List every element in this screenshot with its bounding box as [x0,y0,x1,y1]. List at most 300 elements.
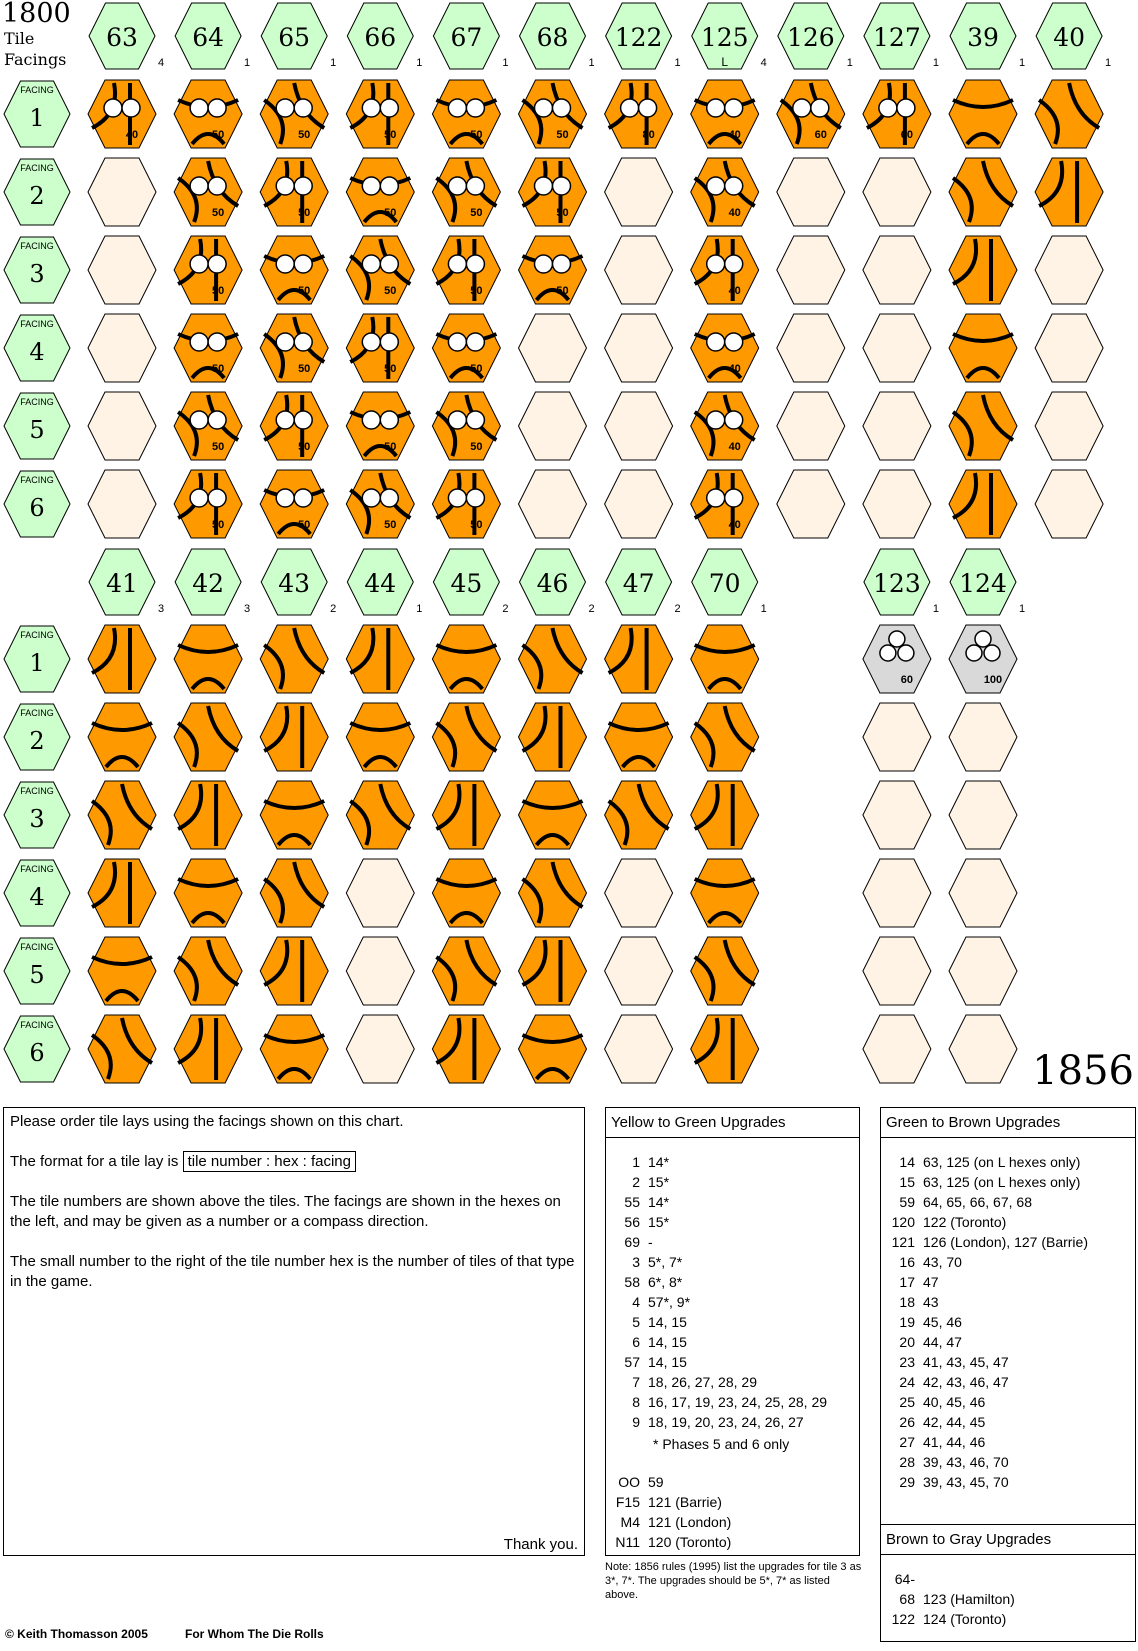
city-circle [725,411,743,429]
facing-word: FACING [20,1020,54,1030]
tile-facing-cell [260,1015,328,1083]
facing-label-3 [4,782,70,848]
city-circle [276,99,294,117]
tile-facing-cell [949,859,1017,927]
upgrade-to: 14, 15 [648,1314,687,1330]
facing-word: FACING [20,630,54,640]
revenue-value: 80 [642,129,655,141]
city-circle [380,489,398,507]
revenue-value: 50 [384,363,397,375]
tile-facing-cell [777,470,845,538]
tile-facing-cell [605,859,673,927]
revenue-value: 50 [298,207,311,219]
tile-hex [691,80,759,148]
upgrade-row [606,1152,859,1172]
green-brown-title: Green to Brown Upgrades [881,1108,1135,1138]
upgrade-to: 16, 17, 19, 23, 24, 25, 28, 29 [648,1394,828,1410]
upgrade-row [606,1212,859,1232]
tile-facing-cell [949,236,1017,304]
facing-label-5 [4,938,70,1004]
tile-number: 122 [614,23,663,52]
tile-facing-cell [174,236,242,304]
instruction-order: Please order tile lays using the facings shown on this chart. [10,1113,404,1130]
tile-count: 2 [502,603,509,615]
upgrade-from: 59 [899,1194,915,1210]
revenue-value: 40 [728,129,741,141]
tile-facing-cell [88,392,156,460]
revenue-value: 100 [983,674,1003,686]
tile-hex [346,314,414,382]
city-circle [725,333,743,351]
tile-facing-cell [691,1015,759,1083]
upgrade-to: 124 (Toronto) [923,1611,1007,1627]
city-circle [811,99,829,117]
city-circle [707,177,725,195]
city-circle [535,99,553,117]
tile-number: 126 [786,23,835,52]
tile-header-42 [175,549,250,615]
phase-note: * Phases 5 and 6 only [653,1436,790,1452]
tile-facing-cell [519,314,587,382]
upgrade-from: OO [618,1474,640,1490]
tile-header-64 [175,3,250,69]
revenue-value: 50 [470,207,483,219]
tile-facing-cell [605,937,673,1005]
tile-number: 47 [622,569,655,598]
revenue-value: 50 [556,285,569,297]
tile-number: 63 [106,23,138,52]
tile-hex [863,470,931,538]
upgrade-to: 18, 26, 27, 28, 29 [648,1374,757,1390]
city-circle [294,99,312,117]
city-circle [466,333,484,351]
tile-facing-cell [949,158,1017,226]
tile-hex [260,1015,328,1083]
tile-facing-cell [691,470,759,538]
tile-facing-cell [605,80,673,148]
tile-facing-cell [519,859,587,927]
tile-facing-cell [863,470,931,538]
tile-facing-cell [260,781,328,849]
tile-hex [260,236,328,304]
upgrade-row [881,1272,1135,1292]
upgrade-to: 63, 125 (on L hexes only) [923,1174,1081,1190]
city-circle [707,333,725,351]
tile-header-65 [261,3,336,69]
facing-word: FACING [20,163,54,173]
upgrade-to: 18, 19, 20, 23, 24, 26, 27 [648,1414,804,1430]
facing-number: 2 [29,727,45,755]
upgrade-row [606,1172,859,1192]
tile-facing-cell [949,703,1017,771]
city-circle [466,489,484,507]
city-circle [276,255,294,273]
tile-hex [863,236,931,304]
tile-facing-cell [174,470,242,538]
tile-facing-cell [432,314,500,382]
tile-facing-cell [88,703,156,771]
tile-facing-cell [432,937,500,1005]
tile-hex [949,781,1017,849]
upgrade-note: Note: 1856 rules (1995) list the upgrades for tile 3 as 3*, 7*. The upgrades should be 5*, 7* as listed above. [605,1561,862,1601]
tile-facing-cell [346,470,414,538]
tile-hex [346,158,414,226]
tile-count: 1 [1018,603,1026,615]
revenue-value: 60 [900,129,914,141]
upgrade-to: 41, 43, 45, 47 [923,1354,1009,1370]
tile-number: 127 [873,23,921,52]
tile-facing-cell [605,158,673,226]
city-circle [535,177,553,195]
city-circle [725,99,743,117]
tile-header-68 [520,3,595,69]
upgrade-from: 8 [632,1394,640,1410]
revenue-value: 50 [298,285,311,297]
tile-facing-cell [691,625,759,693]
tile-header-40 [1036,3,1111,69]
tile-hex [691,1015,759,1083]
revenue-value: 50 [470,363,483,375]
tile-facing-cell [346,80,414,148]
upgrade-row [881,1172,1135,1192]
tile-hex [605,158,673,226]
tile-header-66 [347,3,422,69]
facing-label-6 [4,1016,70,1082]
tile-facing-cell [346,625,414,693]
city-circle [362,411,380,429]
upgrade-from: 20 [899,1334,915,1350]
tile-hex [260,703,328,771]
city-circle [380,255,398,273]
upgrade-from: 120 [891,1214,915,1230]
tile-hex [432,1015,500,1083]
city-circle [889,631,905,647]
tile-hex [519,470,587,538]
tile-facing-cell [174,158,242,226]
instruction-format: The format for a tile lay is tile number : hex : facing [10,1152,578,1172]
tile-facing-cell [432,236,500,304]
city-circle [975,631,991,647]
tile-facing-cell [605,781,673,849]
tile-hex [777,470,845,538]
tile-facing-cell [863,625,931,693]
tile-hex [863,158,931,226]
revenue-value: 40 [728,441,741,453]
facing-word: FACING [20,85,54,95]
revenue-value: 50 [298,519,311,531]
tile-facing-cell [1035,158,1103,226]
upgrade-row [606,1312,859,1332]
tile-hex [863,703,931,771]
tile-facing-cell [260,236,328,304]
upgrade-from: 5 [632,1314,640,1330]
tile-facing-cell [346,392,414,460]
tile-hex [863,937,931,1005]
tile-number: 65 [278,23,311,52]
tile-facing-cell [519,236,587,304]
tile-hex [519,781,587,849]
tile-facing-cell [605,236,673,304]
tile-facing-cell [777,158,845,226]
tile-number: 41 [106,569,138,598]
tile-facing-cell [777,392,845,460]
upgrade-to: 63, 125 (on L hexes only) [923,1154,1081,1170]
tile-facing-cell [174,392,242,460]
facing-word: FACING [20,241,54,251]
upgrade-from: 6 [632,1334,640,1350]
tile-header-70 [692,549,767,615]
upgrade-to: 40, 45, 46 [923,1394,986,1410]
tile-facing-cell [260,314,328,382]
revenue-value: 60 [814,129,827,141]
tile-hex [346,703,414,771]
tile-hex [863,392,931,460]
green-brown-table [880,1107,1136,1525]
upgrade-to: 126 (London), 127 (Barrie) [923,1234,1088,1250]
city-circle [276,333,294,351]
tile-number: 43 [278,569,311,598]
instruction-count: The small number to the right of the tile number hex is the number of tiles of that type in the game. [10,1253,575,1290]
tile-facing-cell [863,781,931,849]
upgrade-row [881,1292,1135,1312]
facing-number: 1 [29,649,45,677]
city-circle [380,333,398,351]
tile-hex [432,859,500,927]
tile-facing-cell [519,703,587,771]
upgrade-row [606,1392,859,1412]
city-circle [448,411,466,429]
upgrade-to: 59 [648,1474,664,1490]
tile-hex [519,703,587,771]
city-circle [190,333,208,351]
tile-hex [88,158,156,226]
upgrade-row [606,1412,859,1432]
upgrade-to: - [648,1234,653,1250]
tile-hex [519,1015,587,1083]
city-circle [466,99,484,117]
upgrade-to: 43, 70 [923,1254,962,1270]
tile-hex [605,859,673,927]
tile-count: 1 [760,603,767,615]
upgrade-to: 14, 15 [648,1354,687,1370]
tile-facing-cell [260,158,328,226]
tile-facing-cell [432,781,500,849]
facing-number: 2 [29,182,45,210]
upgrade-to: 14* [648,1194,670,1210]
revenue-value: 50 [211,441,225,453]
tile-facing-cell [260,80,328,148]
upgrade-row [881,1152,1135,1172]
tile-hex [863,781,931,849]
tile-hex [863,314,931,382]
upgrade-to: 123 (Hamilton) [923,1591,1015,1607]
city-circle [362,333,380,351]
city-circle [793,99,811,117]
city-circle [294,489,312,507]
city-circle [380,99,398,117]
tile-facing-cell [88,80,156,148]
tile-hex [88,703,156,771]
tile-facing-cell [1035,236,1103,304]
tile-facing-cell [1035,80,1103,148]
tile-facing-cell [88,470,156,538]
upgrade-row [606,1472,859,1492]
tile-hex [174,80,242,148]
facing-number: 6 [29,1039,45,1067]
tile-facing-cell [605,314,673,382]
tile-facing-cell [174,703,242,771]
upgrade-row [606,1492,859,1512]
city-circle [966,645,982,661]
tile-hex [863,1015,931,1083]
city-circle [208,333,226,351]
city-circle [208,411,226,429]
tile-header-46 [520,549,595,615]
city-circle [553,99,571,117]
revenue-value: 50 [470,441,483,453]
tile-hex [863,80,931,148]
tile-number: 45 [450,569,483,598]
city-circle [208,255,226,273]
revenue-value: 40 [728,519,741,531]
tile-hex [691,625,759,693]
tile-facing-cell [605,392,673,460]
tile-number: 124 [959,569,1007,598]
upgrade-from: 121 [891,1234,915,1250]
tile-number: 66 [364,23,397,52]
upgrade-from: 56 [624,1214,640,1230]
facing-label-4 [4,860,70,926]
tile-hex [605,80,673,148]
tile-count: 2 [674,603,681,615]
tile-header-63 [89,3,164,69]
tile-hex [519,937,587,1005]
upgrade-row [606,1532,859,1552]
city-circle [725,177,743,195]
game-title: 1856 [1032,1048,1134,1094]
tile-count: 1 [1018,57,1026,69]
tile-hex [346,859,414,927]
facing-word: FACING [20,397,54,407]
tile-hex [174,781,242,849]
tile-hex [605,314,673,382]
tile-hex [777,392,845,460]
tile-count: 1 [1105,57,1112,69]
upgrade-from: 58 [624,1274,640,1290]
tile-number: 123 [873,569,921,598]
tile-facing-cell [863,158,931,226]
tile-number: 40 [1053,23,1086,52]
city-circle [898,645,914,661]
tile-facing-cell [88,625,156,693]
tile-hex [260,937,328,1005]
facing-number: 6 [29,494,45,522]
tile-number: 42 [192,569,225,598]
upgrade-row [881,1212,1135,1232]
city-circle [276,489,294,507]
tile-header-41 [89,549,164,615]
revenue-value: 40 [125,129,139,141]
upgrade-to: 15* [648,1174,670,1190]
city-circle [190,411,208,429]
revenue-value: 50 [384,519,397,531]
tile-count: 1 [330,57,337,69]
tile-facing-cell [88,1015,156,1083]
city-circle [707,489,725,507]
tile-facing-cell [863,859,931,927]
tile-facing-cell [174,625,242,693]
city-circle [190,489,208,507]
tile-hex [605,470,673,538]
upgrade-from: 3 [632,1254,640,1270]
chart-title-facings: Facings [4,50,67,69]
revenue-value: 40 [728,363,741,375]
tile-hex [260,392,328,460]
tile-count: 3 [157,603,165,615]
instructions-box [3,1107,585,1556]
tile-header-43 [261,549,336,615]
tile-facing-cell [346,859,414,927]
tile-facing-cell [88,859,156,927]
upgrade-row [881,1392,1135,1412]
tile-facing-cell [174,80,242,148]
tile-facing-cell [519,625,587,693]
upgrade-from: 7 [632,1374,640,1390]
tile-facing-cell [88,937,156,1005]
city-circle [380,411,398,429]
city-circle [208,489,226,507]
city-circle [362,255,380,273]
tile-facing-cell [949,80,1017,148]
instruction-tiles: The tile numbers are shown above the tiles. The facings are shown in the hexes on the left, and may be given as a number or a compass direction. [10,1193,561,1230]
revenue-value: 40 [728,207,741,219]
tile-facing-cell [863,703,931,771]
tile-facing-cell [691,392,759,460]
yellow-green-table [605,1107,860,1556]
brown-gray-title: Brown to Gray Upgrades [881,1525,1135,1555]
upgrade-to: 14* [648,1154,670,1170]
tile-number: 67 [450,23,483,52]
tile-count: 2 [330,603,337,615]
tile-hex [863,859,931,927]
tile-facing-cell [260,703,328,771]
tile-hex [605,703,673,771]
brown-gray-table [880,1524,1136,1642]
tile-hex [174,625,242,693]
upgrade-from: 28 [899,1454,915,1470]
tile-hex [346,937,414,1005]
tile-count: 1 [416,57,423,69]
tile-hex [174,470,242,538]
city-circle [362,177,380,195]
upgrade-from: 24 [899,1374,915,1390]
tile-facing-cell [346,236,414,304]
upgrade-to: 120 (Toronto) [648,1534,732,1550]
upgrade-to: 39, 43, 46, 70 [923,1454,1009,1470]
city-circle [190,99,208,117]
tile-facing-cell [1035,392,1103,460]
copyright: © Keith Thomasson 2005 [5,1627,148,1641]
tile-header-127 [864,3,939,69]
tile-facing-cell [432,703,500,771]
tile-count: 1 [502,57,509,69]
revenue-value: 50 [211,363,225,375]
facing-number: 1 [29,104,45,132]
tile-facing-cell [863,937,931,1005]
facing-label-1 [4,626,70,692]
upgrade-to: 57*, 9* [648,1294,691,1310]
revenue-value: 50 [298,129,311,141]
